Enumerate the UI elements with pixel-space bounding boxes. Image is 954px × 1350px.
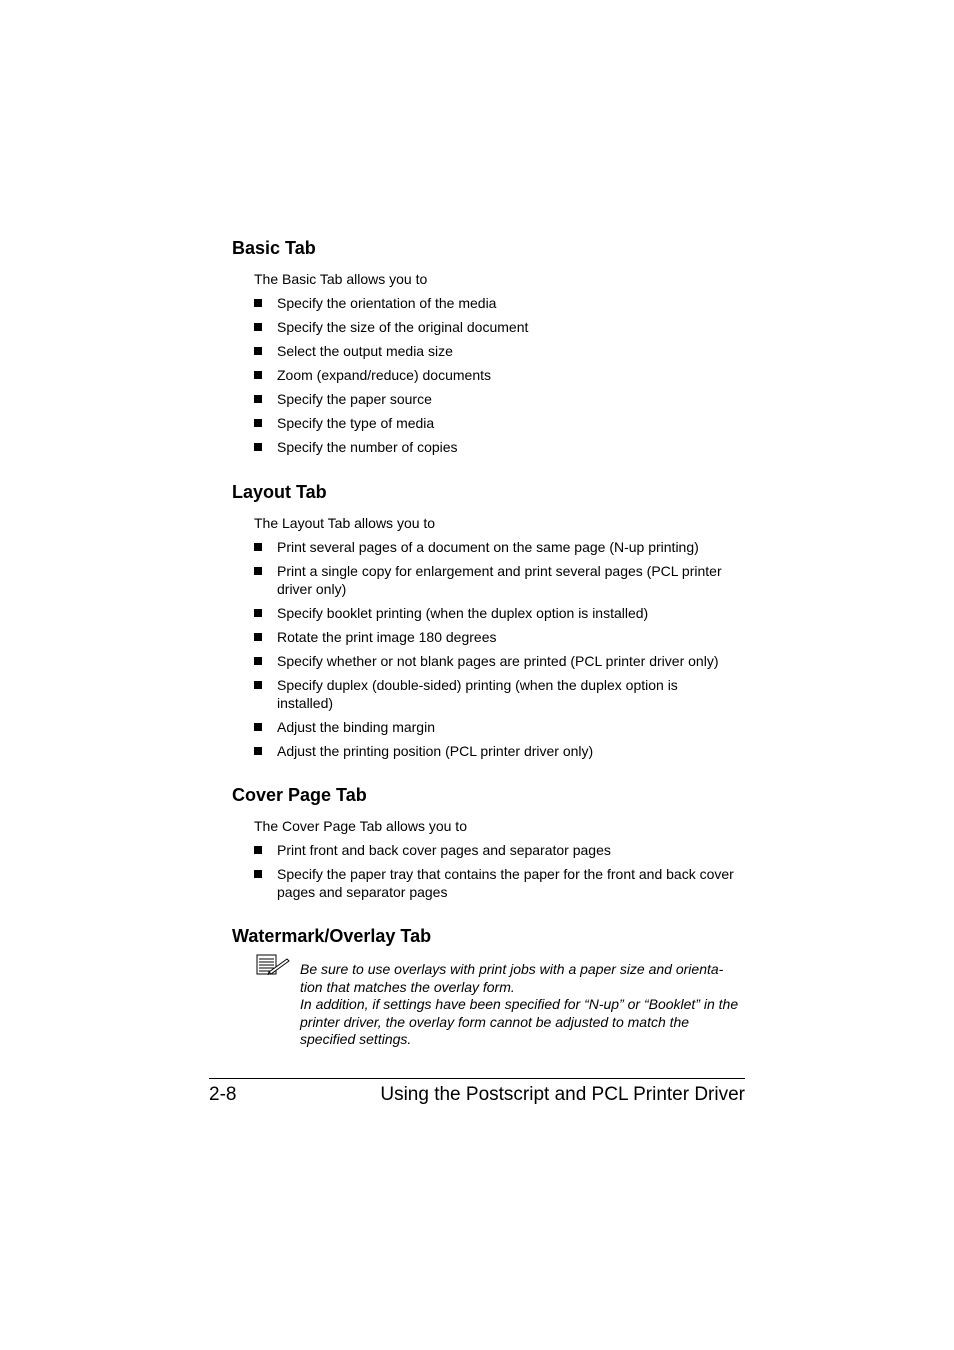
footer-chapter-title: Using the Postscript and PCL Printer Driver [380,1084,745,1105]
list-item-text: Zoom (expand/reduce) documents [277,367,491,383]
list-item-text: Select the output media size [277,343,453,359]
square-bullet-icon [254,846,262,854]
list-item [254,390,754,408]
note-text [300,961,745,1049]
square-bullet-icon [254,723,262,731]
square-bullet-icon [254,395,262,403]
list-item [254,294,754,312]
list-item-text: Print front and back cover pages and separator pages [277,842,611,858]
list-item [254,366,754,384]
section-intro-basic-tab: The Basic Tab allows you to [254,271,428,287]
list-item [254,676,754,712]
section-heading-layout-tab: Layout Tab [232,482,327,502]
list-item [254,841,754,859]
list-item [254,342,754,360]
bullet-list-basic-tab [254,294,754,462]
section-heading-cover-page-tab: Cover Page Tab [232,785,367,805]
note-line: In addition, if settings have been specified for “N-up” or “Booklet” in the printer driver, the overlay form cannot be adjusted to match the specified settings. [300,996,739,1047]
list-item-text: Specify the paper tray that contains the paper for the front and back cover pages and separator pages [277,866,734,900]
list-item [254,414,754,432]
list-item [254,718,754,736]
section-heading-watermark-overlay-tab: Watermark/Overlay Tab [232,926,432,946]
square-bullet-icon [254,633,262,641]
list-item [254,538,754,556]
square-bullet-icon [254,681,262,689]
square-bullet-icon [254,347,262,355]
list-item-text: Specify the size of the original document [277,319,529,335]
square-bullet-icon [254,419,262,427]
list-item [254,865,754,901]
list-item-text: Specify the type of media [277,415,435,431]
section-heading-basic-tab: Basic Tab [232,238,316,258]
bullet-list-layout-tab [254,538,754,766]
square-bullet-icon [254,299,262,307]
square-bullet-icon [254,870,262,878]
list-item-text: Adjust the printing position (PCL printer driver only) [277,743,594,759]
bullet-list-cover-page-tab [254,841,754,907]
list-item-text: Adjust the binding margin [277,719,435,735]
square-bullet-icon [254,371,262,379]
list-item-text: Specify the orientation of the media [277,295,497,311]
section-intro-cover-page-tab: The Cover Page Tab allows you to [254,818,467,834]
list-item-text: Specify booklet printing (when the duplex option is installed) [277,605,649,621]
list-item-text: Specify the number of copies [277,439,458,455]
footer-divider [209,1078,745,1079]
square-bullet-icon [254,567,262,575]
square-bullet-icon [254,657,262,665]
list-item-text: Rotate the print image 180 degrees [277,629,497,645]
list-item-text: Specify the paper source [277,391,432,407]
list-item [254,318,754,336]
list-item [254,652,754,670]
list-item [254,562,754,598]
section-intro-layout-tab: The Layout Tab allows you to [254,515,436,531]
list-item-text: Print a single copy for enlargement and print several pages (PCL printer driver only) [277,563,722,597]
page-number: 2-8 [209,1084,237,1105]
square-bullet-icon [254,609,262,617]
note-pencil-icon [256,954,290,976]
square-bullet-icon [254,747,262,755]
list-item-text: Specify whether or not blank pages are printed (PCL printer driver only) [277,653,719,669]
square-bullet-icon [254,543,262,551]
list-item-text: Print several pages of a document on the same page (N-up printing) [277,539,699,555]
list-item [254,604,754,622]
list-item [254,438,754,456]
note-line: Be sure to use overlays with print jobs with a paper size and orienta-tion that matches the overlay form. [300,961,724,995]
list-item [254,628,754,646]
list-item [254,742,754,760]
square-bullet-icon [254,443,262,451]
square-bullet-icon [254,323,262,331]
list-item-text: Specify duplex (double-sided) printing (when the duplex option is installed) [277,677,678,711]
